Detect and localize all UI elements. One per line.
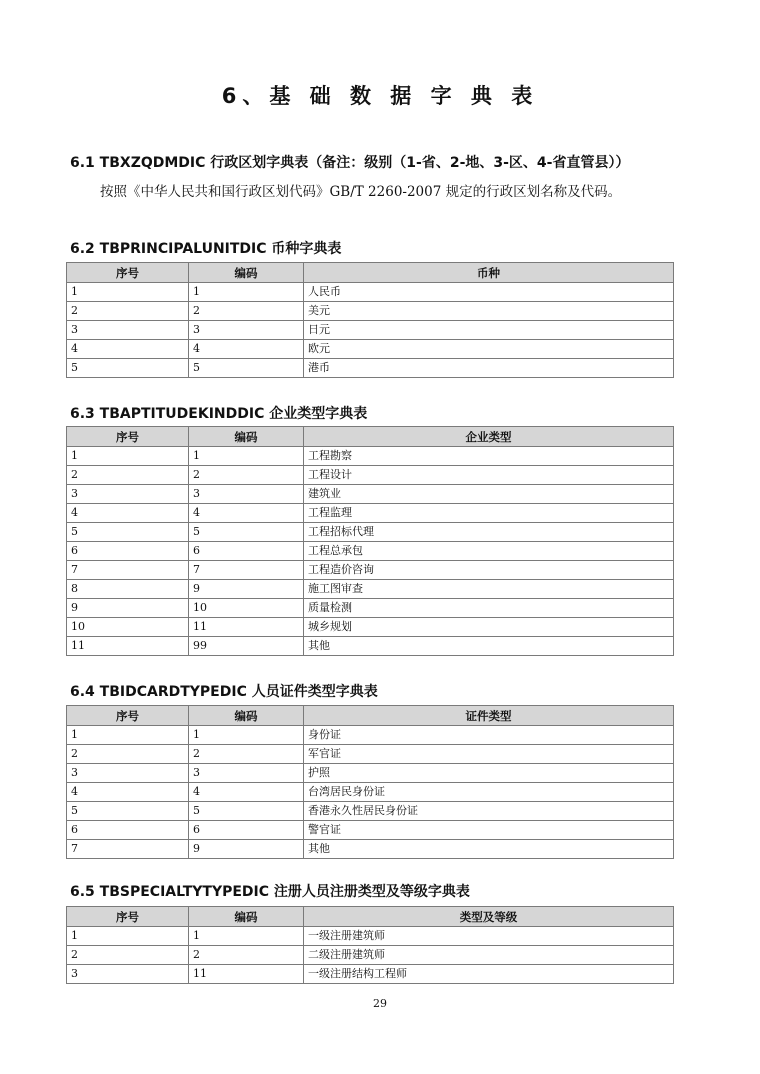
table-row (67, 340, 674, 359)
table-cell: 其他 (304, 840, 674, 859)
column-header: 编码 (189, 427, 304, 447)
table-cell: 11 (189, 618, 304, 637)
table-row (67, 637, 674, 656)
section-6-1-heading: 6.1 TBXZQDMDIC 行政区划字典表（备注：级别（1-省、2-地、3-区、4-省直管县）） (70, 155, 630, 171)
table-row (67, 561, 674, 580)
table-cell: 5 (189, 802, 304, 821)
table-cell: 5 (189, 523, 304, 542)
table-header-row (67, 263, 674, 283)
table-cell: 3 (67, 485, 189, 504)
table-cell: 1 (189, 447, 304, 466)
column-header: 序号 (67, 263, 189, 283)
table-cell: 3 (67, 764, 189, 783)
table-row (67, 485, 674, 504)
section-6-5-heading: 6.5 TBSPECIALTYTYPEDIC 注册人员注册类型及等级字典表 (70, 884, 470, 900)
table-row (67, 821, 674, 840)
table-cell: 8 (67, 580, 189, 599)
table-cell: 2 (189, 946, 304, 965)
table-cell: 美元 (304, 302, 674, 321)
table-cell: 1 (67, 283, 189, 302)
table-cell: 6 (189, 821, 304, 840)
table-cell: 2 (67, 302, 189, 321)
table-cell: 4 (67, 340, 189, 359)
table-cell: 3 (189, 485, 304, 504)
table-cell: 1 (189, 927, 304, 946)
table-cell: 施工图审查 (304, 580, 674, 599)
table-cell: 7 (67, 840, 189, 859)
table-cell: 4 (67, 783, 189, 802)
table-cell: 日元 (304, 321, 674, 340)
table-row (67, 599, 674, 618)
table-cell: 欧元 (304, 340, 674, 359)
column-header: 企业类型 (304, 427, 674, 447)
column-header: 证件类型 (304, 706, 674, 726)
column-header: 币种 (304, 263, 674, 283)
table-cell: 2 (67, 745, 189, 764)
table-cell: 3 (189, 764, 304, 783)
table-cell: 工程监理 (304, 504, 674, 523)
table-cell: 建筑业 (304, 485, 674, 504)
table-cell: 5 (189, 359, 304, 378)
section-6-4-heading: 6.4 TBIDCARDTYPEDIC 人员证件类型字典表 (70, 684, 378, 700)
table-cell: 人民币 (304, 283, 674, 302)
table-cell: 二级注册建筑师 (304, 946, 674, 965)
table-cell: 工程招标代理 (304, 523, 674, 542)
table-row (67, 783, 674, 802)
table-cell: 工程造价咨询 (304, 561, 674, 580)
table-row (67, 745, 674, 764)
column-header: 编码 (189, 907, 304, 927)
table-row (67, 802, 674, 821)
table-6-3 (66, 426, 674, 656)
table-cell: 99 (189, 637, 304, 656)
table-cell: 11 (67, 637, 189, 656)
table-row (67, 965, 674, 984)
table-cell: 工程勘察 (304, 447, 674, 466)
table-row (67, 726, 674, 745)
table-row (67, 764, 674, 783)
table-cell: 其他 (304, 637, 674, 656)
table-cell: 4 (67, 504, 189, 523)
table-cell: 5 (67, 523, 189, 542)
table-cell: 1 (67, 447, 189, 466)
table-cell: 5 (67, 359, 189, 378)
table-cell: 10 (189, 599, 304, 618)
section-6-2-heading: 6.2 TBPRINCIPALUNITDIC 币种字典表 (70, 241, 342, 257)
table-row (67, 321, 674, 340)
section-6-3-heading: 6.3 TBAPTITUDEKINDDIC 企业类型字典表 (70, 406, 368, 422)
table-6-5 (66, 906, 674, 984)
table-cell: 6 (67, 821, 189, 840)
table-cell: 9 (189, 580, 304, 599)
table-cell: 港币 (304, 359, 674, 378)
table-row (67, 447, 674, 466)
table-row (67, 359, 674, 378)
table-row (67, 927, 674, 946)
table-row (67, 466, 674, 485)
table-cell: 工程总承包 (304, 542, 674, 561)
table-row (67, 283, 674, 302)
table-cell: 一级注册结构工程师 (304, 965, 674, 984)
table-row (67, 542, 674, 561)
page-number: 29 (373, 997, 387, 1010)
table-cell: 3 (67, 965, 189, 984)
table-cell: 一级注册建筑师 (304, 927, 674, 946)
table-cell: 7 (189, 561, 304, 580)
column-header: 编码 (189, 706, 304, 726)
table-header-row (67, 907, 674, 927)
column-header: 序号 (67, 706, 189, 726)
table-cell: 2 (189, 302, 304, 321)
table-cell: 2 (67, 466, 189, 485)
table-row (67, 580, 674, 599)
table-cell: 军官证 (304, 745, 674, 764)
table-6-4 (66, 705, 674, 859)
table-cell: 1 (189, 726, 304, 745)
table-cell: 3 (67, 321, 189, 340)
table-cell: 9 (67, 599, 189, 618)
page-title: 6、基 础 数 据 字 典 表 (221, 84, 539, 108)
table-cell: 3 (189, 321, 304, 340)
table-row (67, 523, 674, 542)
table-cell: 4 (189, 783, 304, 802)
table-cell: 台湾居民身份证 (304, 783, 674, 802)
column-header: 编码 (189, 263, 304, 283)
table-cell: 11 (189, 965, 304, 984)
table-header-row (67, 706, 674, 726)
section-6-1-paragraph: 按照《中华人民共和国行政区划代码》GB/T 2260-2007 规定的行政区划名称及代码。 (100, 184, 622, 200)
table-cell: 警官证 (304, 821, 674, 840)
table-cell: 5 (67, 802, 189, 821)
table-row (67, 618, 674, 637)
table-header-row (67, 427, 674, 447)
table-cell: 香港永久性居民身份证 (304, 802, 674, 821)
table-cell: 6 (189, 542, 304, 561)
table-cell: 7 (67, 561, 189, 580)
table-cell: 2 (189, 466, 304, 485)
table-row (67, 302, 674, 321)
table-cell: 4 (189, 340, 304, 359)
table-cell: 6 (67, 542, 189, 561)
table-cell: 1 (67, 726, 189, 745)
table-cell: 4 (189, 504, 304, 523)
table-cell: 城乡规划 (304, 618, 674, 637)
table-6-2 (66, 262, 674, 378)
table-cell: 9 (189, 840, 304, 859)
table-cell: 1 (67, 927, 189, 946)
column-header: 类型及等级 (304, 907, 674, 927)
table-row (67, 946, 674, 965)
table-cell: 身份证 (304, 726, 674, 745)
column-header: 序号 (67, 427, 189, 447)
table-cell: 1 (189, 283, 304, 302)
table-cell: 2 (189, 745, 304, 764)
table-cell: 质量检测 (304, 599, 674, 618)
table-cell: 2 (67, 946, 189, 965)
table-cell: 工程设计 (304, 466, 674, 485)
column-header: 序号 (67, 907, 189, 927)
table-row (67, 840, 674, 859)
table-row (67, 504, 674, 523)
table-cell: 护照 (304, 764, 674, 783)
table-cell: 10 (67, 618, 189, 637)
